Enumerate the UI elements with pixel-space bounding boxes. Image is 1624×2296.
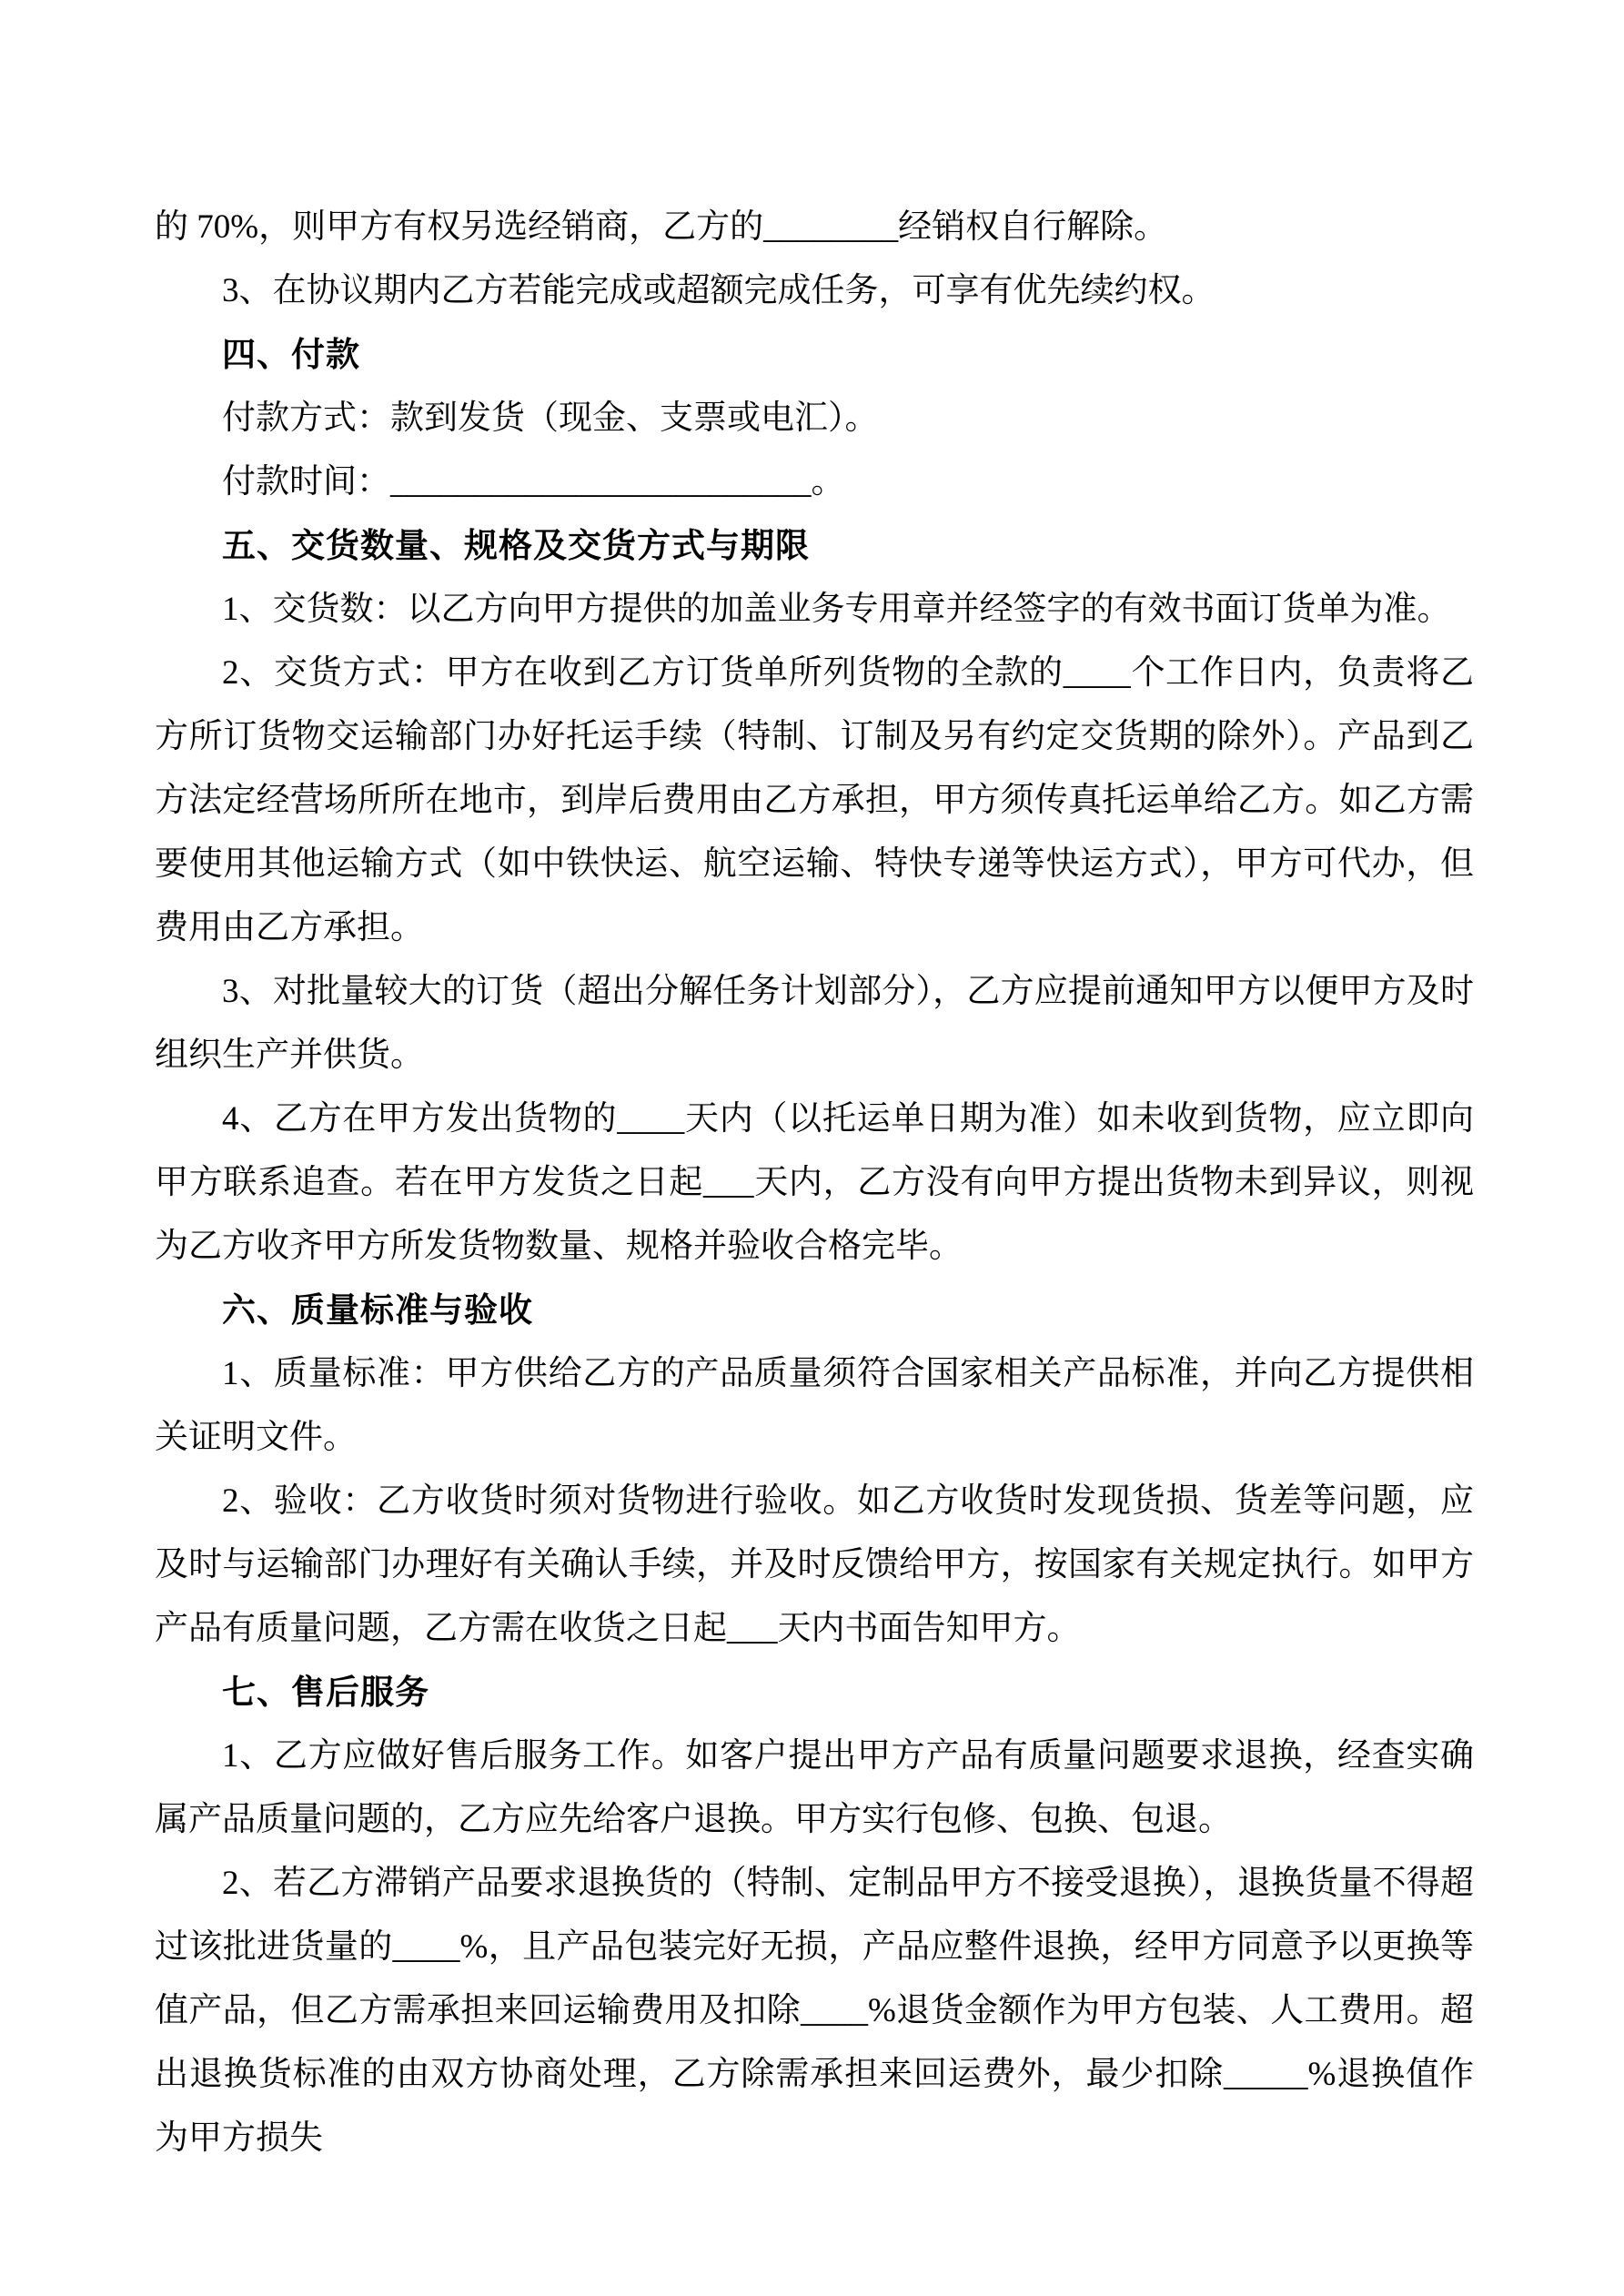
para-bulk-order-notice: 3、对批量较大的订货（超出分解任务计划部分），乙方应提前通知甲方以便甲方及时组织生产并供货。 — [155, 973, 1474, 1074]
para-goods-receipt-tracking: 4、乙方在甲方发出货物的____天内（以托运单日期为准）如未收到货物，应立即向甲方联系追查。若在甲方发货之日起___天内，乙方没有向甲方提出货物未到异议，则视为乙方收齐甲方所发货物数量、规格并验收合格完毕。 — [155, 1100, 1474, 1265]
para-payment-method: 付款方式：款到发货（现金、支票或电汇）。 — [222, 400, 879, 437]
para-after-sales-service: 1、乙方应做好售后服务工作。如客户提出甲方产品有质量问题要求退换，经查实确属产品质量问题的，乙方应先给客户退换。甲方实行包修、包换、包退。 — [155, 1737, 1474, 1838]
para-distribution-right-termination: 的 70%，则甲方有权另选经销商，乙方的________经销权自行解除。 — [155, 208, 1168, 246]
heading-section-6-quality-acceptance: 六、质量标准与验收 — [222, 1291, 533, 1329]
heading-section-7-after-sales: 七、售后服务 — [222, 1674, 429, 1711]
para-delivery-method: 2、交货方式：甲方在收到乙方订货单所列货物的全款的____个工作日内，负责将乙方所订货物交运输部门办好托运手续（特制、订制及另有约定交货期的除外）。产品到乙方法定经营场所所在地市，到岸后费用由乙方承担，甲方须传真托运单给乙方。如乙方需要使用其他运输方式（如中铁快运、航空运输、特快专递等快运方式），甲方可代办，但费用由乙方承担。 — [155, 654, 1474, 946]
heading-section-4-payment: 四、付款 — [222, 336, 360, 373]
heading-section-5-delivery: 五、交货数量、规格及交货方式与期限 — [222, 527, 810, 564]
para-return-exchange-policy: 2、若乙方滞销产品要求退换货的（特制、定制品甲方不接受退换），退换货量不得超过该批进货量的____%，且产品包装完好无损，产品应整件退换，经甲方同意予以更换等值产品，但乙方需承担来回运输费用及扣除____%退货金额作为甲方包装、人工费用。超出退换货标准的由双方协商处理，乙方除需承担来回运费外，最少扣除_____%退换值作为甲方损失 — [155, 1865, 1474, 2157]
para-delivery-quantity: 1、交货数：以乙方向甲方提供的加盖业务专用章并经签字的有效书面订货单为准。 — [222, 591, 1451, 628]
para-renewal-priority: 3、在协议期内乙方若能完成或超额完成任务，可享有优先续约权。 — [222, 272, 1215, 309]
para-quality-standard: 1、质量标准：甲方供给乙方的产品质量须符合国家相关产品标准，并向乙方提供相关证明文件。 — [155, 1355, 1474, 1456]
para-payment-time: 付款时间：_________________________。 — [222, 463, 845, 501]
para-acceptance-inspection: 2、验收：乙方收货时须对货物进行验收。如乙方收货时发现货损、货差等问题，应及时与运输部门办理好有关确认手续，并及时反馈给甲方，按国家有关规定执行。如甲方产品有质量问题，乙方需在收货之日起___天内书面告知甲方。 — [155, 1482, 1474, 1647]
